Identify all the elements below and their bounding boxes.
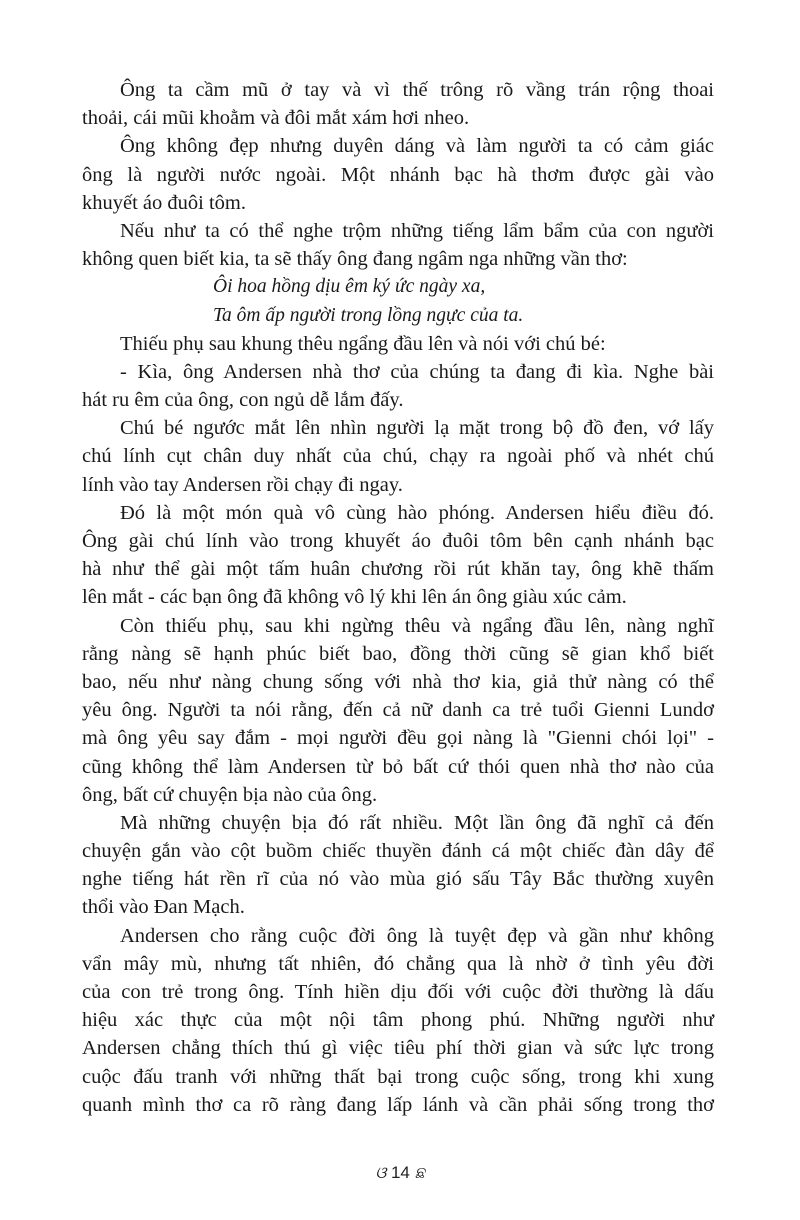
text-line: Ông gài chú lính vào trong khuyết áo đuôi tôm bên cạnh nhánh bạc	[82, 530, 714, 552]
text-line: thoải, cái mũi khoằm và đôi mắt xám hơi nheo.	[82, 107, 470, 130]
text-line: cũng không thể làm Andersen từ bỏ bất cứ thói quen nhà thơ nào của	[82, 755, 714, 778]
text-line: Ông không đẹp nhưng duyên dáng và làm người ta có cảm giác	[120, 135, 714, 158]
page-number: 14	[390, 1163, 410, 1182]
text-line: cuộc đấu tranh với những thất bại trong cuộc sống, trong khi xung	[82, 1065, 714, 1088]
text-line: hà như thể gài một tấm huân chương rồi rút khăn tay, ông khẽ thấm	[82, 558, 714, 581]
text-line: Andersen chẳng thích thú gì việc tiêu phí thời gian và sức lực trong	[82, 1037, 714, 1060]
book-page-text	[82, 76, 714, 1119]
text-line: Mà những chuyện bịa đó rất nhiều. Một lần ông đã nghĩ cả đến	[120, 811, 714, 834]
text-line: Thiếu phụ sau khung thêu ngẩng đầu lên và nói với chú bé:	[120, 332, 606, 355]
text-line: khuyết áo đuôi tôm.	[82, 191, 246, 214]
ornament-right-icon: ଛ	[414, 1163, 425, 1182]
text-line: Ông ta cầm mũ ở tay và vì thế trông rõ vầng trán rộng thoai	[120, 79, 714, 101]
text-line: Còn thiếu phụ, sau khi ngừng thêu và ngẩng đầu lên, nàng nghĩ	[120, 614, 714, 637]
text-line: ông, bất cứ chuyện bịa nào của ông.	[82, 783, 378, 806]
dialogue-line: - Kìa, ông Andersen nhà thơ của chúng ta đang đi kìa. Nghe bài	[120, 360, 714, 383]
text-line: lên mắt - các bạn ông đã không vô lý khi lên án ông giàu xúc cảm.	[82, 586, 627, 609]
poem-line: Ôi hoa hồng dịu êm ký ức ngày xa,	[213, 276, 486, 298]
text-line: mà ông yêu say đắm - mọi người đều gọi nàng là "Gienni chói lọi" -	[82, 727, 714, 750]
text-line: bao, nếu như nàng chung sống với nhà thơ kia, giả thử nàng có thể	[82, 670, 714, 693]
text-line: ông là người nước ngoài. Một nhánh bạc hà thơm được gài vào	[82, 163, 714, 186]
text-line: của con trẻ trong ông. Tính hiền dịu đối với cuộc đời thường là dấu	[82, 981, 714, 1003]
text-line: quanh mình thơ ca rõ ràng đang lấp lánh và cần phải sống trong thơ	[82, 1093, 714, 1116]
ornament-left-icon: ଓ	[375, 1163, 387, 1182]
text-line: chuyện gắn vào cột buồm chiếc thuyền đánh cá một chiếc đàn dây để	[82, 840, 714, 863]
text-line: Andersen cho rằng cuộc đời ông là tuyệt đẹp và gần như không	[120, 924, 714, 947]
text-line: nghe tiếng hát rền rĩ của nó vào mùa gió sấu Tây Bắc thường xuyên	[82, 868, 714, 891]
text-line: hiệu xác thực của một nội tâm phong phú. Những người như	[82, 1009, 714, 1032]
text-line: lính vào tay Andersen rồi chạy đi ngay.	[82, 473, 403, 496]
page-number-footer	[0, 1163, 800, 1183]
text-line: Đó là một món quà vô cùng hào phóng. Andersen hiểu điều đó.	[120, 501, 714, 524]
text-line: Nếu như ta có thể nghe trộm những tiếng lẩm bẩm của con người	[120, 219, 714, 242]
text-line: yêu ông. Người ta nói rằng, đến cả nữ danh ca trẻ tuổi Gienni Lundơ	[82, 699, 714, 722]
text-line: Chú bé ngước mắt lên nhìn người lạ mặt trong bộ đồ đen, vớ lấy	[120, 417, 714, 440]
text-line: không quen biết kia, ta sẽ thấy ông đang ngâm nga những vần thơ:	[82, 248, 628, 271]
text-line: rằng nàng sẽ hạnh phúc biết bao, đồng thời cũng sẽ gian khổ biết	[82, 642, 714, 665]
text-line: vẩn mây mù, nhưng tất nhiên, đó chẳng qua là nhờ ở tình yêu đời	[82, 952, 714, 975]
dialogue-line: hát ru êm của ông, con ngủ dễ lắm đấy.	[82, 389, 404, 412]
text-line: chú lính cụt chân duy nhất của chú, chạy ra ngoài phố và nhét chú	[82, 445, 714, 468]
poem-line: Ta ôm ấp người trong lồng ngực của ta.	[213, 304, 524, 326]
text-line: thổi vào Đan Mạch.	[82, 896, 245, 919]
